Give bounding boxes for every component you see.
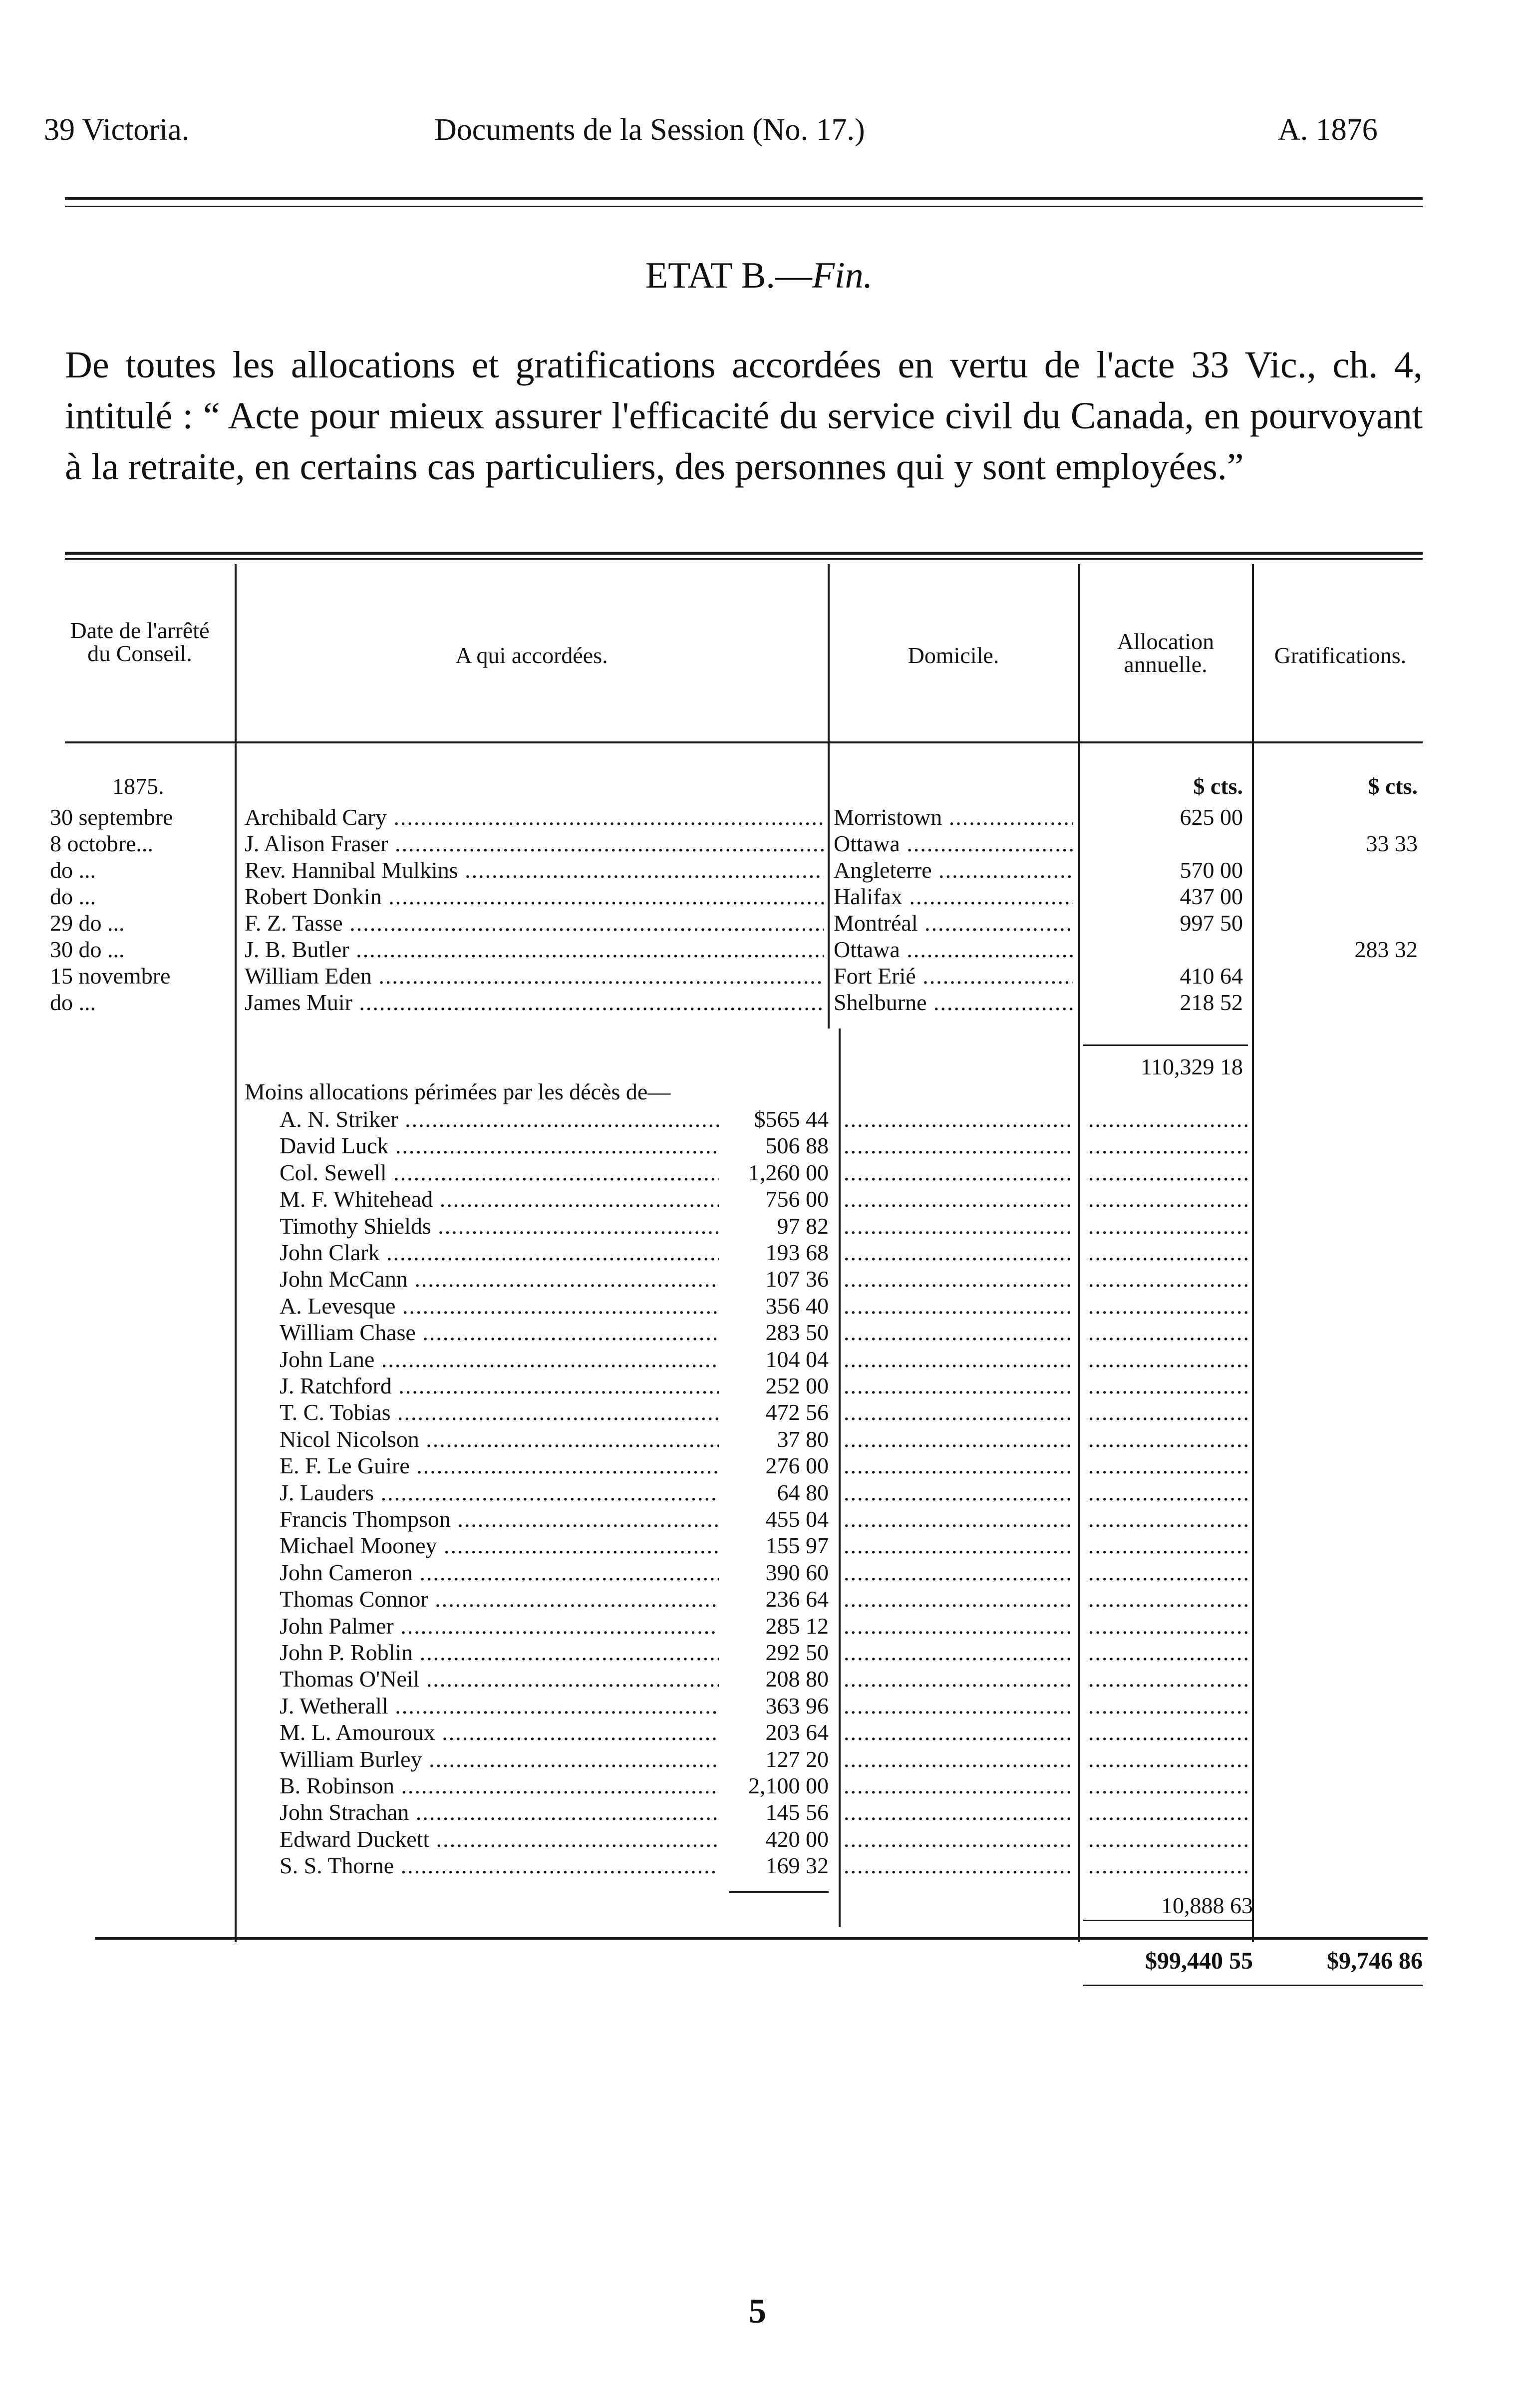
deduction-domicile-leader xyxy=(844,1106,1073,1133)
deduction-row xyxy=(0,1693,1518,1720)
deduction-domicile-leader xyxy=(844,1613,1073,1640)
deduction-allocation-leader xyxy=(1088,1719,1248,1746)
deduction-row xyxy=(0,1852,1518,1879)
deduction-amount: 390 60 xyxy=(765,1560,829,1585)
row-domicile: Morristown ..... xyxy=(834,804,1073,831)
deduction-amount: 37 80 xyxy=(777,1426,829,1452)
row-date: 29 do ... xyxy=(50,910,125,936)
row-gratification xyxy=(1258,910,1418,937)
deduction-allocation-leader xyxy=(1088,1852,1248,1879)
deduction-domicile-leader xyxy=(844,1239,1073,1266)
page-title xyxy=(0,255,1518,297)
deduction-allocation-leader xyxy=(1088,1293,1248,1320)
row-name: F. Z. Tasse ..... xyxy=(245,910,824,937)
deduction-allocation-leader xyxy=(1088,1132,1248,1159)
row-domicile: Ottawa ..... xyxy=(834,936,1073,963)
deduction-domicile-leader xyxy=(844,1532,1073,1559)
page-number: 5 xyxy=(749,2292,766,2331)
deduction-row xyxy=(0,1799,1518,1826)
deduction-allocation-leader xyxy=(1088,1239,1248,1266)
deduction-allocation-leader xyxy=(1088,1639,1248,1666)
deduction-name: J. Ratchford ..... xyxy=(280,1373,719,1399)
subtotal-allocation: 110,329 18 xyxy=(1140,1054,1243,1079)
deductions-total: 10,888 63 xyxy=(1161,1893,1253,1918)
deduction-amount: 455 04 xyxy=(765,1506,829,1532)
deduction-allocation-leader xyxy=(1088,1559,1248,1586)
deduction-name: John Strachan ..... xyxy=(280,1799,719,1826)
deduction-domicile-leader xyxy=(844,1373,1073,1399)
deduction-allocation-leader xyxy=(1088,1506,1248,1533)
row-allocation: 437 00 xyxy=(1180,884,1243,909)
table-row xyxy=(0,804,1518,831)
row-date: 8 octobre... xyxy=(50,831,153,856)
header-session: Documents de la Session (No. 17.) xyxy=(434,113,865,147)
grand-total-rule xyxy=(1083,1985,1423,1986)
deduction-row xyxy=(0,1746,1518,1773)
deduction-row xyxy=(0,1666,1518,1693)
deduction-name: Col. Sewell ..... xyxy=(280,1159,719,1186)
deduction-name: M. L. Amouroux ..... xyxy=(280,1719,719,1746)
deduction-row xyxy=(0,1132,1518,1159)
row-domicile: Halifax ..... xyxy=(834,883,1073,910)
deduction-name: J. Lauders ..... xyxy=(280,1479,719,1506)
header-rule-bottom xyxy=(65,206,1423,207)
row-name: James Muir ..... xyxy=(245,989,824,1016)
deduction-allocation-leader xyxy=(1088,1319,1248,1346)
deduction-row xyxy=(0,1559,1518,1586)
grand-total-gratification: $9,746 86 xyxy=(1327,1948,1423,1974)
grand-total-allocation: $99,440 55 xyxy=(1145,1948,1253,1974)
deduction-row xyxy=(0,1452,1518,1479)
deduction-allocation-leader xyxy=(1088,1106,1248,1133)
row-gratification: 283 32 xyxy=(1354,937,1418,962)
row-date: 30 do ... xyxy=(50,937,125,962)
deduction-amount: 285 12 xyxy=(765,1613,829,1639)
deductions-rule xyxy=(729,1891,829,1893)
table-row xyxy=(0,910,1518,937)
row-name: Rev. Hannibal Mulkins ..... xyxy=(245,857,824,884)
deduction-domicile-leader xyxy=(844,1586,1073,1613)
deduction-domicile-leader xyxy=(844,1132,1073,1159)
deduction-name: B. Robinson ..... xyxy=(280,1772,719,1799)
colhead-date: Date de l'arrêté du Conseil. xyxy=(70,618,210,666)
deduction-row xyxy=(0,1319,1518,1346)
deduction-domicile-leader xyxy=(844,1266,1073,1293)
deduction-name: Edward Duckett ..... xyxy=(280,1826,719,1853)
deduction-amount: 276 00 xyxy=(765,1453,829,1478)
deduction-name: John Palmer ..... xyxy=(280,1613,719,1640)
deduction-amount: $565 44 xyxy=(754,1106,829,1132)
deduction-row xyxy=(0,1239,1518,1266)
row-gratification xyxy=(1258,989,1418,1016)
deduction-row xyxy=(0,1639,1518,1666)
row-gratification xyxy=(1258,804,1418,831)
row-domicile: Angleterre ..... xyxy=(834,857,1073,884)
deduction-row xyxy=(0,1186,1518,1213)
deduction-allocation-leader xyxy=(1088,1399,1248,1426)
deduction-amount: 64 80 xyxy=(777,1480,829,1505)
deduction-amount: 756 00 xyxy=(765,1186,829,1212)
table-row xyxy=(0,857,1518,884)
deduction-domicile-leader xyxy=(844,1506,1073,1533)
table-rule-top xyxy=(65,552,1423,555)
deduction-amount: 1,260 00 xyxy=(748,1160,829,1185)
row-allocation: 625 00 xyxy=(1180,804,1243,830)
row-date: do ... xyxy=(50,857,96,883)
deduction-allocation-leader xyxy=(1088,1426,1248,1453)
row-date: 30 septembre xyxy=(50,804,173,830)
deduction-allocation-leader xyxy=(1088,1479,1248,1506)
deduction-amount: 236 64 xyxy=(765,1586,829,1612)
deduction-name: T. C. Tobias ..... xyxy=(280,1399,719,1426)
title-italic: Fin. xyxy=(812,255,873,296)
deduction-amount: 506 88 xyxy=(765,1133,829,1158)
row-date: do ... xyxy=(50,990,96,1015)
deduction-domicile-leader xyxy=(844,1746,1073,1773)
colhead-allocation: Allocation annuelle. xyxy=(1117,629,1214,677)
deduction-allocation-leader xyxy=(1088,1532,1248,1559)
deduction-row xyxy=(0,1266,1518,1293)
deduction-row xyxy=(0,1479,1518,1506)
deduction-amount: 363 96 xyxy=(765,1693,829,1719)
colhead-name: A qui accordées. xyxy=(455,643,608,668)
row-domicile: Montréal ..... xyxy=(834,910,1073,937)
deduction-domicile-leader xyxy=(844,1159,1073,1186)
deduction-domicile-leader xyxy=(844,1772,1073,1799)
subtotal-rule xyxy=(1083,1044,1248,1046)
deduction-amount: 472 56 xyxy=(765,1399,829,1425)
deduction-name: A. Levesque ..... xyxy=(280,1293,719,1320)
colhead-domicile: Domicile. xyxy=(908,643,999,668)
deduction-amount: 203 64 xyxy=(765,1720,829,1745)
deduction-domicile-leader xyxy=(844,1399,1073,1426)
deduction-name: David Luck ..... xyxy=(280,1132,719,1159)
deduction-name: S. S. Thorne ..... xyxy=(280,1852,719,1879)
deduction-row xyxy=(0,1106,1518,1133)
deduction-allocation-leader xyxy=(1088,1266,1248,1293)
deductions-total-rule xyxy=(1083,1920,1253,1921)
row-name: William Eden ..... xyxy=(245,963,824,990)
deduction-name: William Burley ..... xyxy=(280,1746,719,1773)
table-rule-top-thin xyxy=(65,558,1423,560)
header-rule-top xyxy=(65,197,1423,200)
row-allocation: 997 50 xyxy=(1180,910,1243,936)
deduction-row xyxy=(0,1613,1518,1640)
deduction-domicile-leader xyxy=(844,1693,1073,1720)
row-gratification xyxy=(1258,883,1418,910)
deduction-allocation-leader xyxy=(1088,1772,1248,1799)
deduction-row xyxy=(0,1159,1518,1186)
row-domicile: Ottawa ..... xyxy=(834,830,1073,857)
deduction-allocation-leader xyxy=(1088,1746,1248,1773)
deduction-name: John Clark ..... xyxy=(280,1239,719,1266)
deduction-name: Timothy Shields ..... xyxy=(280,1213,719,1240)
deduction-row xyxy=(0,1213,1518,1240)
deduction-amount: 252 00 xyxy=(765,1373,829,1398)
deduction-allocation-leader xyxy=(1088,1373,1248,1399)
row-allocation: 410 64 xyxy=(1180,963,1243,989)
deduction-name: Thomas O'Neil ..... xyxy=(280,1666,719,1693)
deduction-allocation-leader xyxy=(1088,1799,1248,1826)
table-row xyxy=(0,963,1518,990)
year-label: 1875. xyxy=(112,773,164,799)
deduction-amount: 2,100 00 xyxy=(748,1773,829,1798)
deduction-amount: 292 50 xyxy=(765,1640,829,1665)
deduction-amount: 356 40 xyxy=(765,1293,829,1319)
deduction-amount: 169 32 xyxy=(765,1853,829,1878)
deduction-row xyxy=(0,1373,1518,1399)
table-rule-head xyxy=(65,741,1423,743)
row-name: J. Alison Fraser ..... xyxy=(245,830,824,857)
header-volume: 39 Victoria. xyxy=(44,113,190,147)
deduction-amount: 420 00 xyxy=(765,1826,829,1852)
deduction-domicile-leader xyxy=(844,1426,1073,1453)
title-main: ETAT B.— xyxy=(645,255,812,296)
deduction-amount: 97 82 xyxy=(777,1213,829,1239)
deduction-row xyxy=(0,1586,1518,1613)
deduction-domicile-leader xyxy=(844,1826,1073,1853)
allocation-units: $ cts. xyxy=(1193,773,1243,799)
row-name: Robert Donkin ..... xyxy=(245,883,824,910)
deduction-allocation-leader xyxy=(1088,1452,1248,1479)
deduction-amount: 107 36 xyxy=(765,1266,829,1292)
deduction-name: A. N. Striker ..... xyxy=(280,1106,719,1133)
deduction-domicile-leader xyxy=(844,1559,1073,1586)
deduction-allocation-leader xyxy=(1088,1666,1248,1693)
deduction-amount: 208 80 xyxy=(765,1666,829,1692)
deduction-allocation-leader xyxy=(1088,1693,1248,1720)
deduction-allocation-leader xyxy=(1088,1613,1248,1640)
deduction-amount: 104 04 xyxy=(765,1347,829,1372)
deduction-name: Francis Thompson ..... xyxy=(280,1506,719,1533)
deduction-allocation-leader xyxy=(1088,1346,1248,1373)
row-domicile: Fort Erié ..... xyxy=(834,963,1073,990)
colhead-gratification: Gratifications. xyxy=(1274,643,1407,668)
deduction-row xyxy=(0,1346,1518,1373)
deduction-domicile-leader xyxy=(844,1186,1073,1213)
deduction-domicile-leader xyxy=(844,1799,1073,1826)
row-name: J. B. Butler ..... xyxy=(245,936,824,963)
deduction-amount: 145 56 xyxy=(765,1799,829,1825)
deduction-amount: 193 68 xyxy=(765,1240,829,1265)
intro-paragraph: De toutes les allocations et gratifications accordées en vertu de l'acte 33 Vic., ch. 4, intitulé : “ Acte pour mieux assurer l'efficacité du service civil du Canada, en pourvoyant à la retraite, en certains cas particuliers, des personnes qui y sont employées.” xyxy=(65,344,1423,488)
deduction-row xyxy=(0,1426,1518,1453)
table-row xyxy=(0,936,1518,963)
deduction-amount: 155 97 xyxy=(765,1533,829,1558)
table-row xyxy=(0,989,1518,1016)
row-allocation: 218 52 xyxy=(1180,990,1243,1015)
deduction-name: John Cameron ..... xyxy=(280,1559,719,1586)
deduction-name: John P. Roblin ..... xyxy=(280,1639,719,1666)
deduction-row xyxy=(0,1719,1518,1746)
deduction-domicile-leader xyxy=(844,1719,1073,1746)
row-name: Archibald Cary ..... xyxy=(245,804,824,831)
deduction-name: John McCann ..... xyxy=(280,1266,719,1293)
deduction-allocation-leader xyxy=(1088,1586,1248,1613)
row-date: do ... xyxy=(50,884,96,909)
row-domicile: Shelburne ..... xyxy=(834,989,1073,1016)
table-row xyxy=(0,883,1518,910)
deduction-domicile-leader xyxy=(844,1479,1073,1506)
row-allocation: 570 00 xyxy=(1180,857,1243,883)
deduction-row xyxy=(0,1826,1518,1853)
row-allocation xyxy=(1083,830,1243,857)
row-gratification xyxy=(1258,857,1418,884)
deduction-name: Thomas Connor ..... xyxy=(280,1586,719,1613)
deduction-name: Michael Mooney ..... xyxy=(280,1532,719,1559)
deduction-amount: 127 20 xyxy=(765,1746,829,1772)
deduction-domicile-leader xyxy=(844,1293,1073,1320)
deduction-name: E. F. Le Guire ..... xyxy=(280,1452,719,1479)
deduction-domicile-leader xyxy=(844,1213,1073,1240)
deduction-row xyxy=(0,1399,1518,1426)
gratification-units: $ cts. xyxy=(1368,773,1418,799)
deduction-domicile-leader xyxy=(844,1319,1073,1346)
row-gratification xyxy=(1258,963,1418,990)
deduction-domicile-leader xyxy=(844,1346,1073,1373)
deduction-row xyxy=(0,1293,1518,1320)
deduction-domicile-leader xyxy=(844,1852,1073,1879)
deduction-name: M. F. Whitehead ..... xyxy=(280,1186,719,1213)
deduction-row xyxy=(0,1506,1518,1533)
deduction-row xyxy=(0,1532,1518,1559)
table-rule-bottom xyxy=(95,1937,1428,1940)
deduction-name: William Chase ..... xyxy=(280,1319,719,1346)
deduction-allocation-leader xyxy=(1088,1186,1248,1213)
deduction-domicile-leader xyxy=(844,1639,1073,1666)
row-allocation xyxy=(1083,936,1243,963)
deduction-allocation-leader xyxy=(1088,1213,1248,1240)
deduction-allocation-leader xyxy=(1088,1826,1248,1853)
deduction-name: John Lane ..... xyxy=(280,1346,719,1373)
row-gratification: 33 33 xyxy=(1366,831,1418,856)
deduction-domicile-leader xyxy=(844,1666,1073,1693)
row-date: 15 novembre xyxy=(50,963,171,989)
deduction-label: Moins allocations périmées par les décès de— xyxy=(245,1079,671,1104)
deduction-domicile-leader xyxy=(844,1452,1073,1479)
table-row xyxy=(0,830,1518,857)
deduction-name: J. Wetherall ..... xyxy=(280,1693,719,1720)
header-year: A. 1876 xyxy=(1278,113,1378,147)
deduction-name: Nicol Nicolson ..... xyxy=(280,1426,719,1453)
deduction-row xyxy=(0,1772,1518,1799)
deduction-amount: 283 50 xyxy=(765,1320,829,1345)
deduction-allocation-leader xyxy=(1088,1159,1248,1186)
